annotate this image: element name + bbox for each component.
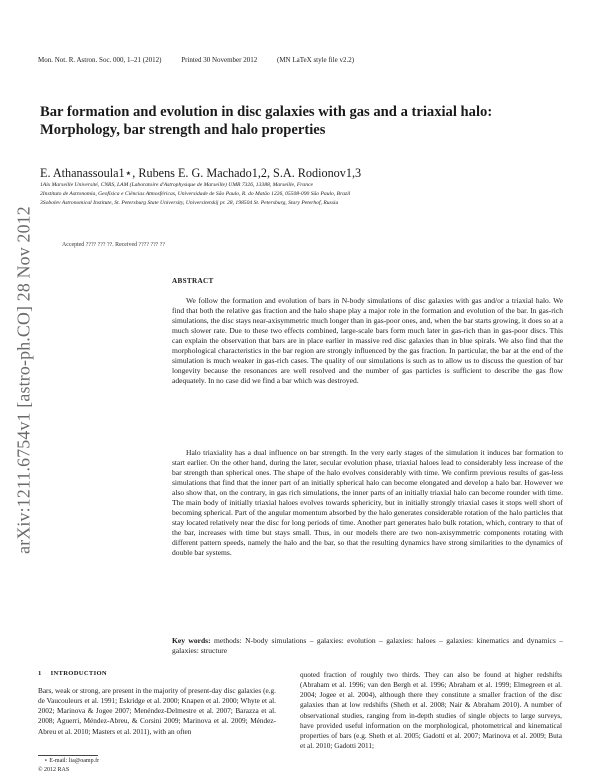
keywords-label: Key words: [172, 636, 211, 645]
style-file-note: (MN LaTeX style file v2.2) [277, 56, 355, 64]
arxiv-sidebar [1, 170, 47, 590]
keywords-text: methods: N-body simulations – galaxies: evolution – galaxies: haloes – galaxies: kinematics and dynamics – galaxies: structure [172, 636, 564, 655]
accepted-received-line: Accepted ???? ??? ??. Received ???? ??? ?? [62, 242, 165, 248]
keywords [172, 636, 563, 656]
affiliations [40, 181, 350, 208]
abstract-paragraph-1: We follow the formation and evolution of bars in N-body simulations of disc galaxies with gas and/or a triaxial halo. We find that both the relative gas fraction and the halo shape play a major role in the formation and evolution of the bar. In gas-rich simulations, the disc stays near-axisymmetric much longer than in gas-poor ones, and, when the bar starts growing, it does so at a much slower rate. Due to these two effects combined, large-scale bars form much later in gas-rich than in gas-poor discs. This can explain the observation that bars are in place earlier in massive red disc galaxies than in blue spirals. We also find that the morphological characteristics in the bar region are strongly influenced by the gas fraction. In particular, the bar at the end of the simulation is much weaker in gas-rich cases. The quality of our simulations is such as to allow us to discuss the question of bar longevity because the resonances are well resolved and the number of gas particles is sufficient to describe the gas flow adequately. In no case did we find a bar which was destroyed. [172, 296, 563, 386]
author-list: E. Athanassoula1⋆, Rubens E. G. Machado1,2, S.A. Rodionov1,3 [40, 166, 362, 180]
introduction-right-column: quoted fraction of roughly two thirds. They can also be found at higher redshifts (Abraham et al. 1996; van den Bergh et al. 1996; Abraham et al. 1999; Elmegreen et al. 2004; Jogee et al. 2004), although there they constitute a smaller fraction of the disc galaxies than at low redshifts (Sheth et al. 2008; Nair & Abraham 2010). A number of observational studies, ranging from in-depth studies of single objects to large surveys, have provided useful information on the morphological, photometrical and kinematical properties of bars (e.g. Sheth et al. 2005; Gadotti et al. 2007; Marinova et al. 2009; Buta et al. 2010; Gadotti 2011; [300, 671, 562, 750]
section-heading-introduction [38, 670, 107, 677]
email-footnote: ⋆ E-mail: lia@oamp.fr [44, 758, 100, 764]
abstract-paragraph-2: Halo triaxiality has a dual influence on bar strength. In the very early stages of the simulation it induces bar formation to start earlier. On the other hand, during the later, secular evolution phase, triaxial haloes lead to considerably less increase of the bar strength than spherical ones. The shape of the halo evolves considerably with time. We confirm previous results of gas-less simulations that find that the inner part of an initially spherical halo can become elongated and develop a halo bar. However we also show that, on the contrary, in gas rich simulations, the inner parts of an initially triaxial halo can become rounder with time. The main body of initially triaxial haloes evolves towards sphericity, but in initially strongly triaxial cases it stops well short of becoming spherical. Part of the angular momentum absorbed by the halo generates considerable rotation of the halo particles that stay located relatively near the disc for long periods of time. Another part generates halo bulk rotation, which, contrary to that of the bar, increases with time but stays small. Thus, in our models there are two non-axisymmetric components rotating with different pattern speeds, namely the halo and the bar, so that the resulting dynamics have strong similarities to the dynamics of double bar systems. [172, 448, 563, 558]
footnote-divider [38, 755, 98, 756]
affiliation-2: 2Instituto de Astronomia, Geofísica e Ciências Atmosféricas, Universidade de São Paulo, R. do Matão 1226, 05508-090 São Paulo, Brazil [40, 190, 351, 197]
affiliation-1: 1Aix Marseille Université, CNRS, LAM (Laboratoire d'Astrophysique de Marseille) UMR 7326, 13388, Marseille, France [40, 182, 313, 188]
running-header [38, 56, 372, 64]
abstract-heading: ABSTRACT [172, 277, 214, 285]
introduction-left-column: Bars, weak or strong, are present in the majority of present-day disc galaxies (e.g. de Vaucouleurs et al. 1991; Eskridge et al. 2000; Knapen et al. 2000; Whyte et al. 2002; Marinova & Jogee 2007; Menéndez-Delmestre et al. 2007; Barazza et al. 2008; Aguerri, Méndez-Abreu, & Corsini 2009; Marinova et al. 2009; Méndez-Abreu et al. 2010; Masters et al. 2011), with an often [38, 687, 276, 736]
copyright-notice: © 2012 RAS [38, 767, 70, 773]
section-title: INTRODUCTION [50, 670, 107, 677]
paper-title: Bar formation and evolution in disc galaxies with gas and a triaxial halo: Morphology, bar strength and halo properties [40, 104, 493, 138]
arxiv-identifier: arXiv:1211.6754v1 [astro-ph.CO] 28 Nov 2012 [13, 206, 34, 554]
affiliation-3: 3Sobolev Astronomical Institute, St. Petersburg State University, Universitetskij pr. 28, 198504 St. Petersburg, Stary Peterhof, Russia [40, 199, 339, 206]
journal-reference: Mon. Not. R. Astron. Soc. 000, 1–21 (2012) [38, 56, 162, 64]
section-number: 1 [38, 670, 42, 677]
printed-date: Printed 30 November 2012 [181, 56, 258, 64]
